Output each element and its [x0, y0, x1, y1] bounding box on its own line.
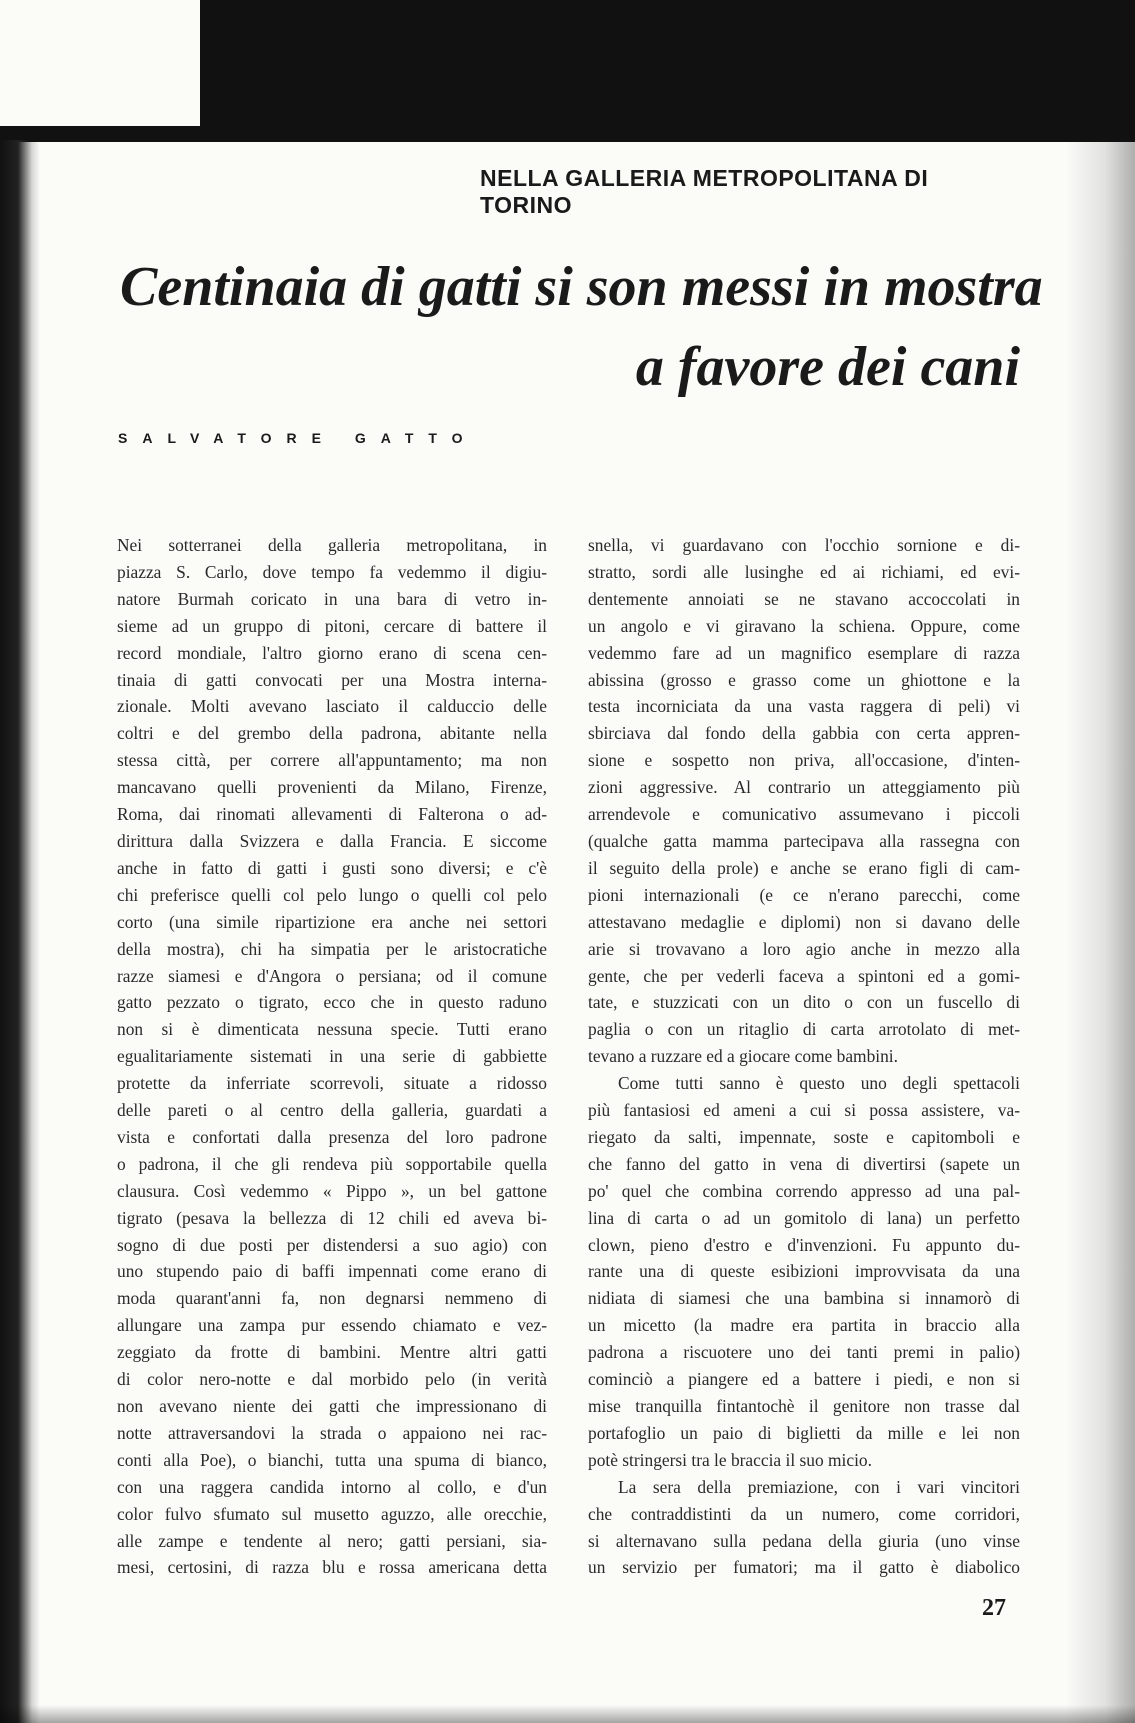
- text-line: attestavano medaglie e diplomi) non si davano delle: [588, 911, 1020, 932]
- text-line: arie si trovavano a loro agio anche in mezzo alla: [588, 938, 1020, 959]
- text-line: gente, che per vederli faceva a spintoni ed a gomi-: [588, 965, 1020, 986]
- text-line: paglia o con un ritaglio di carta arrotolato di met-: [588, 1019, 1020, 1040]
- text-line: con una raggera candida intorno al collo, e d'un: [117, 1476, 547, 1497]
- text-line: un servizio per fumatori; ma il gatto è diabolico: [588, 1557, 1020, 1578]
- text-line: arrendevole e comunicativo assumevano i piccoli: [588, 804, 1020, 825]
- text-line: che contraddistinti da un numero, come corridori,: [588, 1503, 1020, 1524]
- text-line: dirittura dalla Svizzera e dalla Francia. E siccome: [117, 830, 547, 851]
- right-page-edge: [1065, 142, 1135, 1723]
- text-line: un angolo e vi giravano la schiena. Oppure, come: [588, 615, 1020, 636]
- text-line: tevano a ruzzare ed a giocare come bambini.: [588, 1046, 898, 1067]
- text-line: più fantasiosi ed ameni a cui si possa assistere, va-: [588, 1100, 1020, 1121]
- text-line: razze siamesi e d'Angora o persiana; od il comune: [117, 965, 547, 986]
- page-number: 27: [982, 1595, 1006, 1621]
- text-line: gatto pezzato o tigrato, ecco che in questo raduno: [117, 992, 547, 1013]
- text-line: sbirciava dal fondo della gabbia con certa appren-: [588, 723, 1020, 744]
- text-line: mesi, certosini, di razza blu e rossa americana detta: [117, 1557, 547, 1578]
- text-line: potè stringersi tra le braccia il suo micio.: [588, 1449, 872, 1470]
- text-line: uno stupendo paio di baffi impennati come erano di: [117, 1261, 547, 1282]
- text-line: mancavano quelli provenienti da Milano, Firenze,: [117, 777, 547, 798]
- text-line: vista e confortati dalla presenza del loro padrone: [117, 1126, 547, 1147]
- bottom-page-edge: [0, 1705, 1135, 1723]
- text-line: allungare una zampa pur essendo chiamato e vez-: [117, 1315, 547, 1336]
- text-line: clown, pieno d'estro e d'invenzioni. Fu appunto du-: [588, 1234, 1020, 1255]
- text-line: sione e sospetto non priva, all'occasione, d'inten-: [588, 750, 1020, 771]
- text-line: coltri e del grembo della padrona, abitante nella: [117, 723, 547, 744]
- text-line: un micetto (la madre era partita in braccio alla: [588, 1315, 1020, 1336]
- text-line: zionale. Molti avevano lasciato il calduccio delle: [117, 696, 547, 717]
- article-column-right: [588, 532, 1020, 1581]
- text-line: dentemente annoiati se ne stavano accoccolati in: [588, 588, 1020, 609]
- text-line: portafoglio un paio di biglietti da mille e lei non: [588, 1422, 1020, 1443]
- text-line: testa incorniciata da una vasta raggera di peli) vi: [588, 696, 1020, 717]
- text-line: stratto, sordi alle lusinghe ed ai richiami, ed evi-: [588, 561, 1020, 582]
- text-line: moda quarant'anni fa, non degnarsi nemmeno di: [117, 1288, 547, 1309]
- left-page-edge: [0, 140, 40, 1723]
- text-line: zioni aggressive. Al contrario un atteggiamento più: [588, 777, 1020, 798]
- text-line: zeggiato da frotte di bambini. Mentre altri gatti: [117, 1342, 547, 1363]
- text-line: non si è dimenticata nessuna specie. Tutti erano: [117, 1019, 547, 1040]
- text-line: mise tranquilla fintantochè il genitore non trasse dal: [588, 1396, 1020, 1416]
- text-line: po' quel che combina correndo appresso ad una pal-: [588, 1180, 1020, 1201]
- headline-line-2: a favore dei cani: [635, 336, 1020, 398]
- text-line: La sera della premiazione, con i vari vincitori: [618, 1476, 1020, 1497]
- text-line: corto (una simile ripartizione era anche nei settori: [117, 911, 547, 932]
- headline-line-1: Centinaia di gatti si son messi in mostra: [120, 256, 1043, 318]
- article-column-left: [117, 532, 547, 1581]
- text-line: Come tutti sanno è questo uno degli spettacoli: [618, 1073, 1020, 1094]
- text-line: tate, e stuzzicati con un dito o con un fuscello di: [588, 992, 1020, 1013]
- text-line: alle zampe e tendente al nero; gatti persiani, sia-: [117, 1530, 547, 1551]
- text-line: Nei sotterranei della galleria metropolitana, in: [117, 535, 547, 555]
- text-line: o padrona, il che gli rendeva più sopportabile quella: [117, 1153, 547, 1174]
- text-line: natore Burmah coricato in una bara di vetro in-: [117, 588, 547, 609]
- text-line: record mondiale, l'altro giorno erano di scena cen-: [117, 642, 547, 663]
- text-line: rante una di queste esibizioni improvvisata da una: [588, 1261, 1020, 1282]
- text-line: della mostra), chi ha simpatia per le aristocratiche: [117, 938, 547, 959]
- text-line: egualitariamente sistemati in una serie di gabbiette: [117, 1046, 547, 1067]
- text-line: padrona a riscuotere uno dei tanti premi in palio): [588, 1342, 1020, 1363]
- text-line: anche in fatto di gatti i gusti sono diversi; e c'è: [117, 857, 547, 878]
- text-line: Roma, dai rinomati allevamenti di Falterona o ad-: [117, 804, 547, 825]
- text-line: chi preferisce quelli col pelo lungo o quelli col pelo: [117, 884, 547, 905]
- text-line: abissina (grosso e grasso come un ghiottone e la: [588, 669, 1020, 690]
- text-line: protette da inferriate scorrevoli, situate a ridosso: [117, 1073, 547, 1094]
- text-line: vedemmo fare ad un magnifico esemplare di razza: [588, 642, 1020, 663]
- text-line: lina di carta o ad un gomitolo di lana) un perfetto: [588, 1207, 1020, 1228]
- text-line: non avevano niente dei gatti che impressionano di: [117, 1396, 547, 1416]
- text-line: che fanno del gatto in vena di divertirsi (sapete un: [588, 1153, 1020, 1174]
- text-line: (qualche gatta mamma partecipava alla rassegna con: [588, 830, 1020, 851]
- text-line: sogno di due posti per distendersi a suo agio) con: [117, 1234, 547, 1255]
- text-line: piazza S. Carlo, dove tempo fa vedemmo il digiu-: [117, 561, 547, 582]
- text-line: riegato da salti, impennate, soste e capitomboli e: [588, 1126, 1020, 1147]
- text-line: stessa città, per correre all'appuntamento; ma non: [117, 750, 547, 771]
- text-line: sieme ad un gruppo di pitoni, cercare di battere il: [117, 615, 547, 636]
- text-line: di color nero-notte e dal morbido pelo (in verità: [117, 1369, 547, 1390]
- text-line: clausura. Così vedemmo « Pippo », un bel gattone: [117, 1180, 547, 1201]
- text-line: il seguito della prole) e anche se erano figli di cam-: [588, 857, 1020, 878]
- section-kicker: NELLA GALLERIA METROPOLITANA DI TORINO: [480, 165, 929, 218]
- text-line: tigrato (pesava la bellezza di 12 chili ed aveva bi-: [117, 1207, 547, 1228]
- text-line: snella, vi guardavano con l'occhio sornione e di-: [588, 535, 1020, 555]
- text-line: color fulvo sfumato sul musetto aguzzo, alle orecchie,: [117, 1503, 547, 1524]
- text-line: si alternavano sulla pedana della giuria (uno vinse: [588, 1530, 1020, 1551]
- text-line: conti alla Poe), o bianchi, tutta una spuma di bianco,: [117, 1449, 547, 1470]
- text-line: cominciò a piangere ed a battere i piedi, e non si: [588, 1369, 1020, 1390]
- text-line: pioni internazionali (e ce n'erano parecchi, come: [588, 884, 1020, 905]
- text-line: tinaia di gatti convocati per una Mostra interna-: [117, 669, 547, 690]
- top-dark-band: [200, 0, 1135, 142]
- text-line: nidiata di siamesi che una bambina si innamorò di: [588, 1288, 1020, 1309]
- text-line: delle pareti o al centro della galleria, guardati a: [117, 1100, 547, 1121]
- author-byline: SALVATORE GATTO: [118, 430, 478, 446]
- text-line: notte attraversandovi la strada o appaiono nei rac-: [117, 1422, 547, 1443]
